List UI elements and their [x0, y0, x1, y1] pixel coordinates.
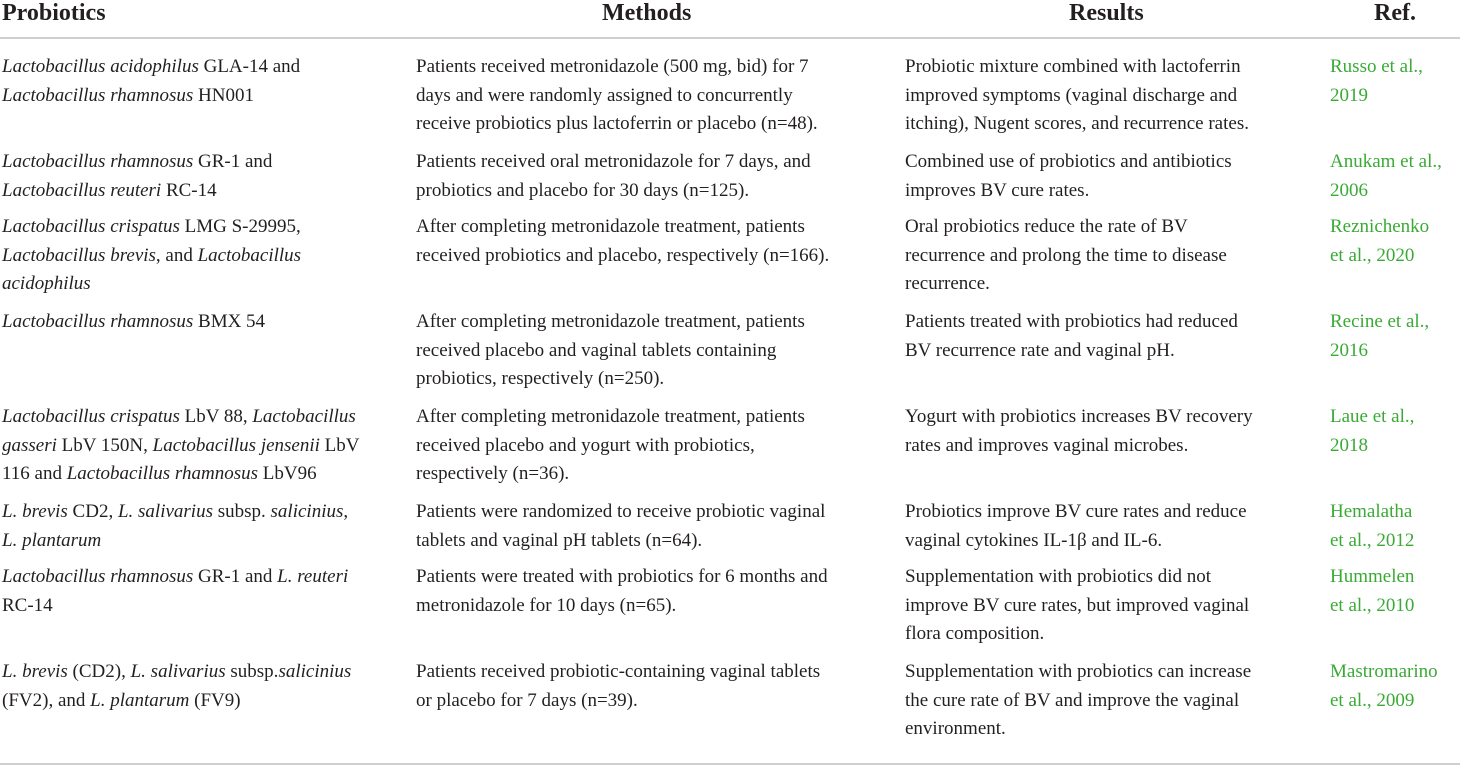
cell-results — [905, 53, 1249, 139]
cell-methods — [416, 403, 805, 489]
strain-name: L. brevis — [2, 661, 68, 682]
strain-text: BMX 54 — [193, 311, 266, 332]
probiotics-line — [2, 308, 265, 337]
cell-results-line: rates and improves vaginal microbes. — [905, 434, 1189, 456]
cell-results-line: recurrence and prolong the time to disease — [905, 244, 1227, 266]
strain-name: Lactobacillus rhamnosus — [2, 311, 194, 332]
strain-text: GR-1 and — [193, 151, 273, 172]
strain-name: salicinius — [278, 661, 352, 682]
ref-link[interactable] — [1330, 148, 1442, 205]
cell-methods-line: receive probiotics plus lactoferrin or placebo (n=48). — [416, 113, 818, 135]
probiotics-line — [2, 498, 348, 527]
cell-results-line: Probiotics improve BV cure rates and reduce — [905, 501, 1247, 522]
cell-methods — [416, 53, 818, 139]
strain-name: acidophilus — [2, 273, 91, 295]
probiotics-line — [2, 687, 351, 716]
strain-name: Lactobacillus — [197, 244, 302, 266]
strain-name: L. reuteri — [277, 566, 349, 587]
ref-link[interactable] — [1330, 658, 1438, 715]
cell-probiotics — [2, 148, 272, 205]
cell-probiotics — [2, 308, 265, 337]
ref-link-line[interactable]: et al., 2020 — [1330, 244, 1415, 266]
cell-results-line: flora composition. — [905, 623, 1045, 645]
ref-link[interactable] — [1330, 308, 1429, 365]
strain-text: subsp. — [225, 661, 279, 682]
ref-link-line[interactable]: et al., 2009 — [1330, 689, 1415, 711]
cell-probiotics — [2, 563, 348, 620]
table-bottom-divider — [0, 763, 1460, 765]
cell-results-line: Oral probiotics reduce the rate of BV — [905, 216, 1188, 237]
cell-results-line: improved symptoms (vaginal discharge and — [905, 84, 1238, 106]
cell-methods — [416, 563, 828, 620]
strain-name: salicinius — [270, 501, 344, 522]
cell-methods-line: After completing metronidazole treatment, patients — [416, 216, 805, 237]
cell-probiotics — [2, 213, 301, 299]
cell-probiotics — [2, 403, 360, 489]
cell-probiotics — [2, 658, 351, 715]
ref-link-line[interactable]: 2016 — [1330, 339, 1368, 361]
cell-methods-line: Patients received probiotic-containing vaginal tablets — [416, 661, 821, 682]
cell-methods-line: Patients received metronidazole (500 mg, bid) for 7 — [416, 56, 809, 77]
ref-link-line[interactable]: et al., 2010 — [1330, 594, 1415, 616]
cell-results-line: Supplementation with probiotics can increase — [905, 661, 1252, 682]
cell-results — [905, 658, 1251, 744]
strain-text: subsp. — [212, 501, 271, 522]
strain-text: (FV2), and — [2, 689, 91, 711]
strain-name: Lactobacillus — [252, 406, 356, 427]
cell-results-line: vaginal cytokines IL-1β and IL-6. — [905, 529, 1163, 551]
strain-text: RC-14 — [2, 594, 53, 616]
ref-link-line[interactable]: Russo et al., — [1330, 56, 1423, 77]
cell-methods-line: probiotics, respectively (n=250). — [416, 368, 665, 390]
ref-link-line[interactable]: Hemalatha — [1330, 501, 1413, 522]
cell-methods-line: Patients received oral metronidazole for 7 days, and — [416, 151, 811, 172]
ref-link-line[interactable]: 2006 — [1330, 179, 1368, 201]
cell-methods-line: probiotics and placebo for 30 days (n=125). — [416, 179, 750, 201]
cell-results-line: Patients treated with probiotics had reduced — [905, 311, 1238, 332]
header-ref: Ref. — [1374, 0, 1416, 26]
strain-name: L. plantarum — [2, 529, 102, 551]
probiotics-line — [2, 82, 300, 111]
strain-text: (FV9) — [189, 689, 241, 711]
ref-link-line[interactable]: Reznichenko — [1330, 216, 1430, 237]
cell-results — [905, 563, 1249, 649]
strain-text: , — [343, 501, 349, 522]
strain-name: Lactobacillus crispatus — [2, 406, 180, 427]
probiotics-line — [2, 563, 348, 592]
ref-link[interactable] — [1330, 563, 1414, 620]
cell-methods — [416, 213, 829, 270]
cell-results — [905, 148, 1232, 205]
cell-results-line: recurrence. — [905, 273, 990, 295]
cell-results-line: Probiotic mixture combined with lactoferrin — [905, 56, 1241, 77]
ref-link[interactable] — [1330, 498, 1414, 555]
strain-text: , and — [155, 244, 198, 266]
cell-probiotics — [2, 53, 300, 110]
cell-results-line: Yogurt with probiotics increases BV recovery — [905, 406, 1253, 427]
cell-results-line: Supplementation with probiotics did not — [905, 566, 1212, 587]
strain-name: Lactobacillus rhamnosus — [66, 463, 258, 485]
cell-results — [905, 498, 1247, 555]
strain-text: LbV — [319, 434, 360, 456]
strain-name: Lactobacillus jensenii — [152, 434, 320, 456]
ref-link-line[interactable]: Hummelen — [1330, 566, 1415, 587]
cell-methods-line: or placebo for 7 days (n=39). — [416, 689, 638, 711]
probiotics-line — [2, 432, 360, 461]
ref-link-line[interactable]: 2018 — [1330, 434, 1368, 456]
probiotics-line — [2, 403, 360, 432]
probiotics-line — [2, 213, 301, 242]
strain-text: LbV 150N, — [56, 434, 153, 456]
cell-methods-line: received probiotics and placebo, respectively (n=166). — [416, 244, 830, 266]
probiotics-line — [2, 460, 360, 489]
strain-text: LMG S-29995, — [179, 216, 301, 237]
header-methods: Methods — [602, 0, 692, 26]
ref-link-line[interactable]: et al., 2012 — [1330, 529, 1415, 551]
cell-results-line: Combined use of probiotics and antibiotics — [905, 151, 1232, 172]
cell-methods-line: days and were randomly assigned to concurrently — [416, 84, 793, 106]
strain-name: Lactobacillus brevis — [2, 244, 156, 266]
probiotics-line — [2, 527, 348, 556]
strain-name: L. salivarius — [117, 501, 213, 522]
cell-probiotics — [2, 498, 348, 555]
probiotics-line — [2, 177, 272, 206]
cell-methods-line: metronidazole for 10 days (n=65). — [416, 594, 677, 616]
table-header-row — [0, 0, 1460, 37]
cell-results-line: the cure rate of BV and improve the vaginal — [905, 689, 1240, 711]
strain-name: Lactobacillus rhamnosus — [2, 84, 194, 106]
probiotics-line — [2, 53, 300, 82]
cell-methods-line: Patients were randomized to receive probiotic vaginal — [416, 501, 826, 522]
ref-link-line[interactable]: 2019 — [1330, 84, 1368, 106]
cell-methods-line: received placebo and yogurt with probiotics, — [416, 434, 755, 456]
cell-methods — [416, 148, 811, 205]
cell-methods-line: received placebo and vaginal tablets containing — [416, 339, 777, 361]
cell-methods-line: After completing metronidazole treatment, patients — [416, 311, 805, 332]
header-divider — [0, 37, 1460, 39]
strain-text: GR-1 and — [193, 566, 278, 587]
cell-methods-line: Patients were treated with probiotics for 6 months and — [416, 566, 828, 587]
cell-methods-line: After completing metronidazole treatment, patients — [416, 406, 805, 427]
strain-text: RC-14 — [161, 179, 217, 201]
cell-results — [905, 213, 1227, 299]
strain-name: gasseri — [2, 434, 57, 456]
strain-name: Lactobacillus rhamnosus — [2, 566, 194, 587]
cell-results-line: itching), Nugent scores, and recurrence rates. — [905, 113, 1249, 135]
probiotics-line — [2, 242, 301, 271]
strain-name: Lactobacillus crispatus — [2, 216, 180, 237]
ref-link[interactable] — [1330, 403, 1414, 460]
strain-name: Lactobacillus acidophilus — [2, 56, 199, 77]
cell-results — [905, 308, 1238, 365]
cell-results-line: improves BV cure rates. — [905, 179, 1090, 201]
cell-methods-line: tablets and vaginal pH tablets (n=64). — [416, 529, 703, 551]
probiotics-line — [2, 148, 272, 177]
strain-text: 116 and — [2, 463, 67, 485]
ref-link[interactable] — [1330, 53, 1423, 110]
strain-name: Lactobacillus reuteri — [2, 179, 162, 201]
strain-name: L. plantarum — [90, 689, 190, 711]
cell-results-line: BV recurrence rate and vaginal pH. — [905, 339, 1175, 361]
strain-text: LbV96 — [258, 463, 317, 485]
cell-methods — [416, 308, 805, 394]
ref-link-line[interactable]: Recine et al., — [1330, 311, 1430, 332]
cell-results — [905, 403, 1253, 460]
cell-methods — [416, 498, 825, 555]
header-probiotics: Probiotics — [2, 0, 106, 26]
strain-name: L. brevis — [2, 501, 68, 522]
strain-text: GLA-14 and — [198, 56, 301, 77]
cell-results-line: environment. — [905, 718, 1006, 740]
probiotics-line — [2, 270, 301, 299]
ref-link-line[interactable]: Laue et al., — [1330, 406, 1415, 427]
probiotics-line — [2, 658, 351, 687]
cell-methods — [416, 658, 820, 715]
cell-results-line: improve BV cure rates, but improved vaginal — [905, 594, 1250, 616]
strain-text: CD2, — [67, 501, 118, 522]
strain-name: Lactobacillus rhamnosus — [2, 151, 194, 172]
strain-text: (CD2), — [67, 661, 131, 682]
strain-name: L. salivarius — [130, 661, 226, 682]
header-results: Results — [1069, 0, 1144, 26]
strain-text: HN001 — [193, 84, 254, 106]
cell-methods-line: respectively (n=36). — [416, 463, 570, 485]
ref-link-line[interactable]: Anukam et al., — [1330, 151, 1442, 172]
strain-text: LbV 88, — [179, 406, 253, 427]
ref-link[interactable] — [1330, 213, 1429, 270]
ref-link-line[interactable]: Mastromarino — [1330, 661, 1438, 682]
probiotics-line — [2, 592, 348, 621]
